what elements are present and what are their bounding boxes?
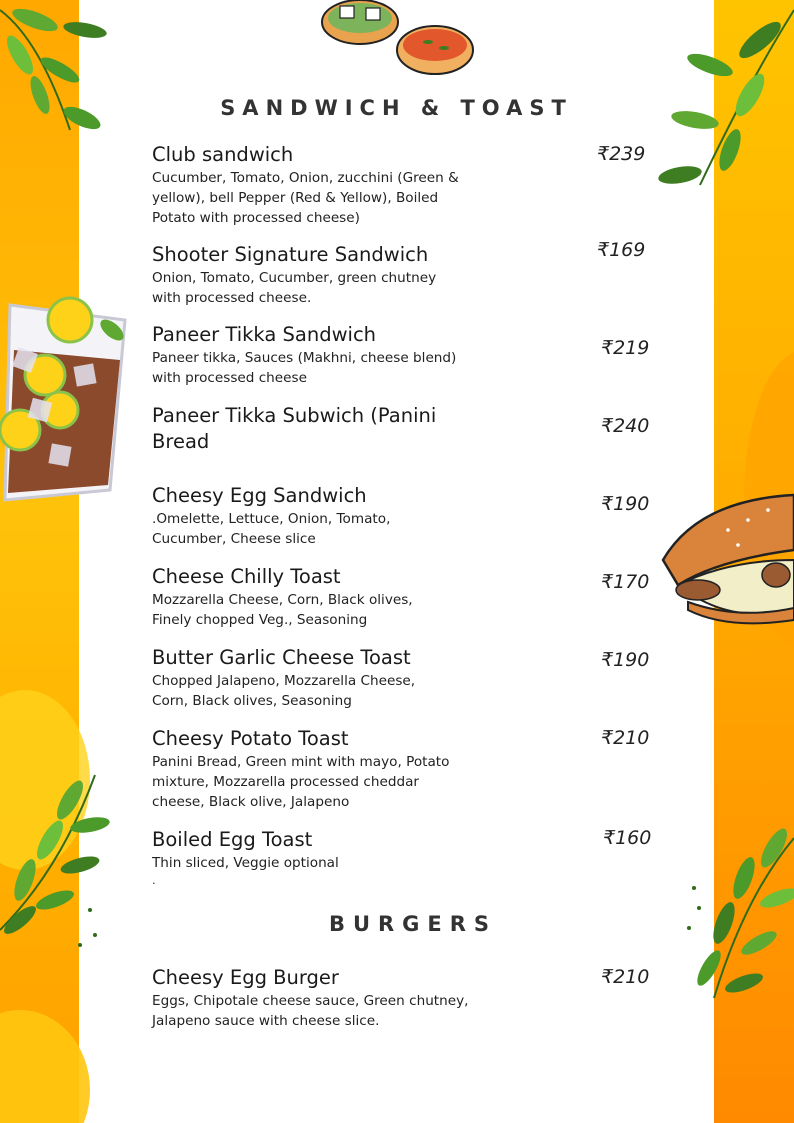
item-description: Chopped Jalapeno, Mozzarella Cheese, Corn, Black olives, Seasoning (152, 673, 416, 709)
item-description: Onion, Tomato, Cucumber, green chutney with processed cheese. (152, 270, 437, 306)
item-name: Club sandwich (152, 143, 294, 166)
item-description: Panini Bread, Green mint with mayo, Potato mixture, Mozzarella processed cheddar cheese, Black olive, Jalapeno (152, 754, 450, 810)
item-price: ₹160 (603, 827, 652, 849)
item-name: Paneer Tikka Subwich (Panini Bread (152, 404, 437, 453)
left-stripe-blob (0, 1010, 90, 1123)
section-title-sandwich-toast: SANDWICH & TOAST (220, 96, 573, 120)
item-name: Boiled Egg Toast (152, 828, 313, 851)
item-price: ₹170 (601, 571, 650, 593)
item-description: Paneer tikka, Sauces (Makhni, cheese blend) with processed cheese (152, 350, 457, 386)
item-name: Cheesy Egg Burger (152, 966, 339, 989)
item-description: Cucumber, Tomato, Onion, zucchini (Green & yellow), bell Pepper (Red & Yellow), Boiled Potato with processed cheese) (152, 170, 459, 226)
item-description: .Omelette, Lettuce, Onion, Tomato, Cucumber, Cheese slice (152, 511, 391, 547)
iced-drink-icon (0, 290, 135, 505)
item-name: Cheese Chilly Toast (152, 565, 341, 588)
item-name: Paneer Tikka Sandwich (152, 323, 377, 346)
section-title-burgers: BURGERS (328, 912, 498, 936)
item-price: ₹240 (601, 415, 650, 437)
item-description: Thin sliced, Veggie optional (152, 855, 339, 871)
item-price: ₹169 (597, 239, 646, 261)
item-name: Cheesy Egg Sandwich (152, 484, 367, 507)
bruschetta-icon (320, 0, 480, 78)
item-description: Mozzarella Cheese, Corn, Black olives, Finely chopped Veg., Seasoning (152, 592, 413, 628)
item-price: ₹190 (601, 649, 650, 671)
trailing-mark: . (152, 872, 156, 887)
item-price: ₹210 (601, 727, 650, 749)
item-name: Cheesy Potato Toast (152, 727, 349, 750)
item-price: ₹239 (597, 143, 646, 165)
item-price: ₹210 (601, 966, 650, 988)
item-price: ₹190 (601, 493, 650, 515)
item-price: ₹219 (601, 337, 650, 359)
item-name: Shooter Signature Sandwich (152, 243, 429, 266)
item-name: Butter Garlic Cheese Toast (152, 646, 411, 669)
item-description: Eggs, Chipotale cheese sauce, Green chutney, Jalapeno sauce with cheese slice. (152, 993, 469, 1029)
